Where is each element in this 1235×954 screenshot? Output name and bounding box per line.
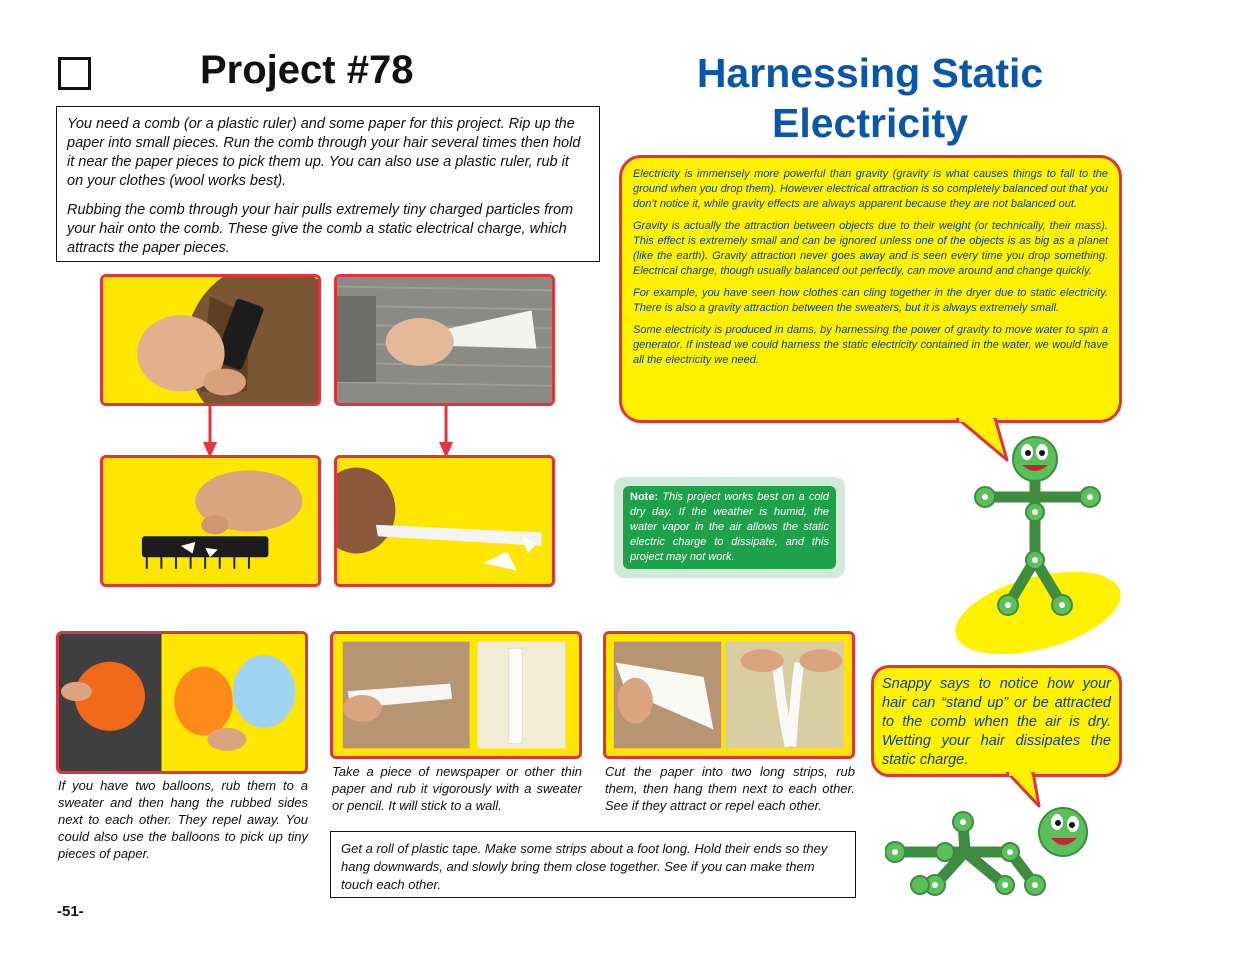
- photo-ruler-paper: [334, 455, 555, 587]
- photo-comb-hair: [100, 274, 321, 406]
- arrow-down-icon: [436, 404, 456, 458]
- main-title: Harnessing Static Electricity: [696, 50, 1044, 146]
- intro-box: [56, 106, 600, 262]
- photo-comb-paper: [100, 455, 321, 587]
- explanation-p3: For example, you have seen how clothes can cling together in the dryer due to static electricity. There is also a gravity attraction between the sweaters, but it is always extremely small.: [633, 287, 1108, 314]
- page-number: -51-: [57, 903, 84, 920]
- note-text: This project works best on a cold dry day. If the weather is humid, the water vapor in the air allows the static electric charge to dissipate, and this project may not work.: [630, 491, 829, 563]
- snappy-mascot-icon: [950, 435, 1125, 655]
- intro-paragraph-1: You need a comb (or a plastic ruler) and some paper for this project. Rip up the paper into small pieces. Run the comb through your hair several times then hold it near the paper pieces to pick them up. You can also use a plastic ruler, rub it on your clothes (wool works best).: [67, 116, 581, 189]
- note-label: Note:: [630, 491, 659, 503]
- photo-newspaper: [330, 631, 582, 759]
- intro-paragraph-2: Rubbing the comb through your hair pulls extremely tiny charged particles from your hair onto the comb. These give the comb a static electrical charge, which attracts the paper pieces.: [67, 202, 574, 256]
- explanation-p2: Gravity is actually the attraction between objects due to their weight (or technically, their mass). This effect is extremely small and can be ignored unless one of the objects is as big as a planet (like the earth). Gravity attraction never goes away and is seen every time you drop something. Electrical charge, though usually balanced out perfectly, can move around and change quickly.: [633, 220, 1108, 277]
- note-inner: [623, 486, 836, 569]
- photo-strips: [603, 631, 855, 759]
- arrow-down-icon: [200, 404, 220, 458]
- photo-rub-ruler: [334, 274, 555, 406]
- snappy-bubble: Snappy says to notice how your hair can “stand up” or be attracted to the comb when the air is dry. Wetting your hair dissipates the static charge.: [871, 665, 1122, 777]
- caption-strips: Cut the paper into two long strips, rub them, then hang them next to each other. See if they attract or repel each other.: [605, 764, 855, 813]
- project-title: Project #78: [200, 48, 414, 92]
- explanation-bubble: [619, 155, 1122, 423]
- snappy-lying-icon: [885, 800, 1095, 900]
- project-checkbox[interactable]: [58, 57, 91, 90]
- explanation-p1: Electricity is immensely more powerful than gravity (gravity is what causes things to fall to the ground when you drop them). However electrical attraction is so completely balanced out that you don’t notice it, while gravity effects are always apparent because they are not balanced out.: [633, 168, 1108, 210]
- note-box: [614, 477, 845, 578]
- caption-newspaper: Take a piece of newspaper or other thin paper and rub it vigorously with a sweater or pencil. It will stick to a wall.: [332, 764, 582, 813]
- caption-balloons: If you have two balloons, rub them to a sweater and then hang the rubbed sides next to each other. They repel away. You could also use the balloons to pick up tiny pieces of paper.: [58, 778, 308, 861]
- explanation-p4: Some electricity is produced in dams, by harnessing the power of gravity to move water to spin a generator. If instead we could harness the static electricity contained in the water, we would have all the electricity we need.: [633, 324, 1108, 366]
- photo-balloons: [56, 631, 308, 774]
- tape-instructions: Get a roll of plastic tape. Make some strips about a foot long. Hold their ends so they hang downwards, and slowly bring them close together. See if you can make them touch each other.: [330, 831, 856, 898]
